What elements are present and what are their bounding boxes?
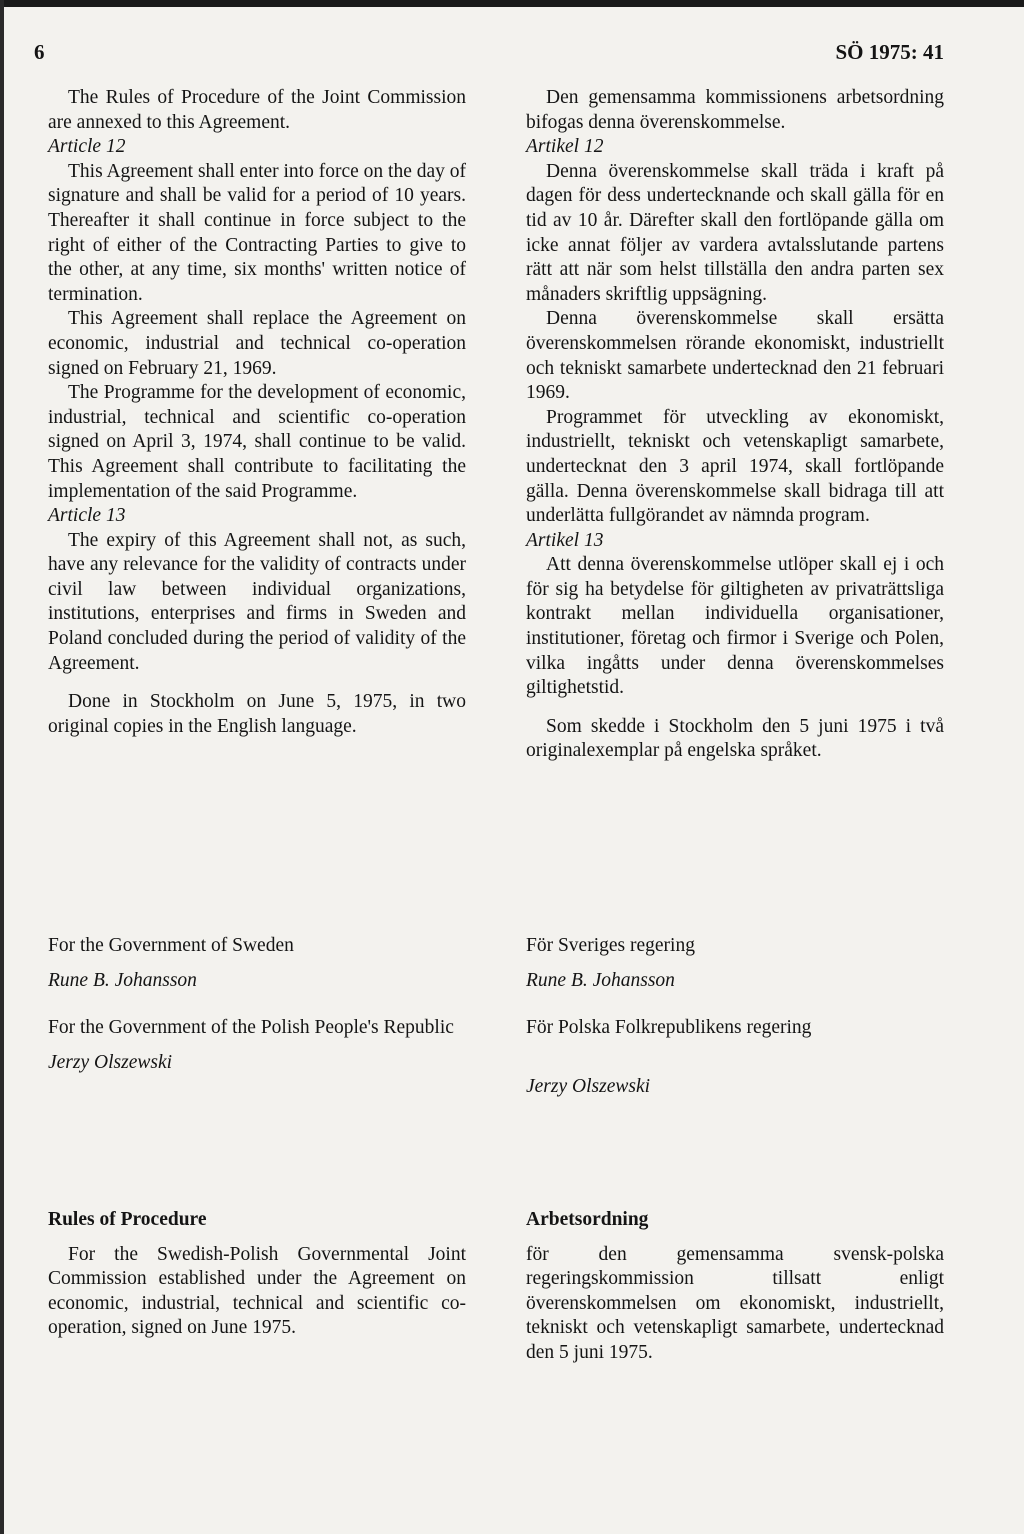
- en-poland-signatory: Jerzy Olszewski: [48, 1051, 173, 1073]
- sv-sweden-gov: För Sveriges regering: [526, 935, 695, 956]
- sv-intro: Den gemensamma kommissionens arbetsordning bifogas denna överenskommelse.: [526, 87, 944, 133]
- sv-rules-intro: för den gemensamma svensk-polska regeringskommission tillsatt enligt överenskommelsen om ekonomiskt, industriellt, tekniskt och vetenskapligt samarbete, undertecknad den 5 juni 1975.: [526, 1243, 944, 1363]
- en-rules-section: [48, 1208, 466, 1341]
- en-rules-title: Rules of Procedure: [48, 1209, 207, 1230]
- swedish-column: [526, 86, 944, 764]
- english-column: [48, 86, 466, 739]
- sv-rules-section: [526, 1208, 944, 1366]
- en-poland-gov: For the Government of the Polish People's Republic: [48, 1017, 454, 1038]
- sv-sweden-signatory: Rune B. Johansson: [526, 969, 675, 991]
- sv-article-12-p2: Denna överenskommelse skall ersätta överenskommelsen rörande ekonomiskt, industriellt och tekniskt samarbete undertecknad den 21 februari 1969.: [526, 308, 944, 404]
- sv-article-13-heading: Artikel 13: [526, 529, 604, 551]
- sv-done-in: Som skedde i Stockholm den 5 juni 1975 i två originalexemplar på engelska språket.: [526, 715, 944, 762]
- en-signature-sweden: [48, 934, 468, 993]
- sv-poland-signatory: Jerzy Olszewski: [526, 1075, 651, 1097]
- en-signature-poland: [48, 1016, 468, 1075]
- sv-article-12-p1: Denna överenskommelse skall träda i kraft på dagen för dess undertecknande och skall gälla för en tid av 10 år. Därefter skall den fortlöpande gälla om icke annat följer av vardera avtalsslutande partens rätt att när som helst tillställa den andra parten sex månaders skriftlig uppsägning.: [526, 160, 944, 305]
- sv-article-13-p1: Att denna överenskommelse utlöper skall ej i och för sig ha betydelse för giltigheten av privaträttsliga kontrakt mellan individuella organisationer, institutioner, företag och firmor i Sverige och Polen, vilka ingåtts under denna överenskommelses giltighetstid.: [526, 554, 944, 699]
- sv-rules-title: Arbetsordning: [526, 1209, 649, 1230]
- en-intro: The Rules of Procedure of the Joint Commission are annexed to this Agreement.: [48, 87, 466, 133]
- en-article-13-heading: Article 13: [48, 505, 126, 527]
- en-article-12-p1: This Agreement shall enter into force on the day of signature and shall be valid for a period of 10 years. Thereafter it shall continue in force subject to the right of either of the Contracting Parties to give to the other, at any time, six months' written notice of termination.: [48, 160, 466, 305]
- en-article-12-p3: The Programme for the development of economic, industrial, technical and scientific co-operation signed on April 3, 1974, shall continue to be valid. This Agreement shall contribute to facilitating the implementation of the said Programme.: [48, 382, 466, 502]
- sv-poland-gov: För Polska Folkrepublikens regering: [526, 1017, 812, 1038]
- sv-signature-sweden: [526, 934, 946, 993]
- en-article-13-p1: The expiry of this Agreement shall not, as such, have any relevance for the validity of contracts under civil law between individual organizations, institutions, enterprises and firms in Sweden and Poland concluded during the period of validity of the Agreement.: [48, 529, 466, 674]
- sv-article-12-p3: Programmet för utveckling av ekonomiskt, industriellt, tekniskt och vetenskapligt samarbete, undertecknat den 3 april 1974, skall fortlöpande gälla. Denna överenskommelse skall bidraga till att underlätta fullgörandet av nämnda program.: [526, 406, 944, 527]
- sv-article-12-heading: Artikel 12: [526, 136, 604, 158]
- en-sweden-gov: For the Government of Sweden: [48, 935, 294, 956]
- sv-signature-poland: [526, 1016, 946, 1099]
- en-article-12-heading: Article 12: [48, 136, 126, 158]
- top-border: [0, 0, 1024, 7]
- en-rules-intro: For the Swedish-Polish Governmental Joint Commission established under the Agreement on economic, industrial, technical and scientific co-operation, signed on June 1975.: [48, 1243, 466, 1339]
- running-head: SÖ 1975: 41: [835, 40, 944, 64]
- left-border: [0, 0, 4, 1534]
- en-sweden-signatory: Rune B. Johansson: [48, 969, 197, 991]
- en-done-in: Done in Stockholm on June 5, 1975, in two original copies in the English language.: [48, 691, 466, 737]
- page-number: 6: [34, 40, 45, 64]
- en-article-12-p2: This Agreement shall replace the Agreement on economic, industrial and technical co-operation signed on February 21, 1969.: [48, 308, 466, 379]
